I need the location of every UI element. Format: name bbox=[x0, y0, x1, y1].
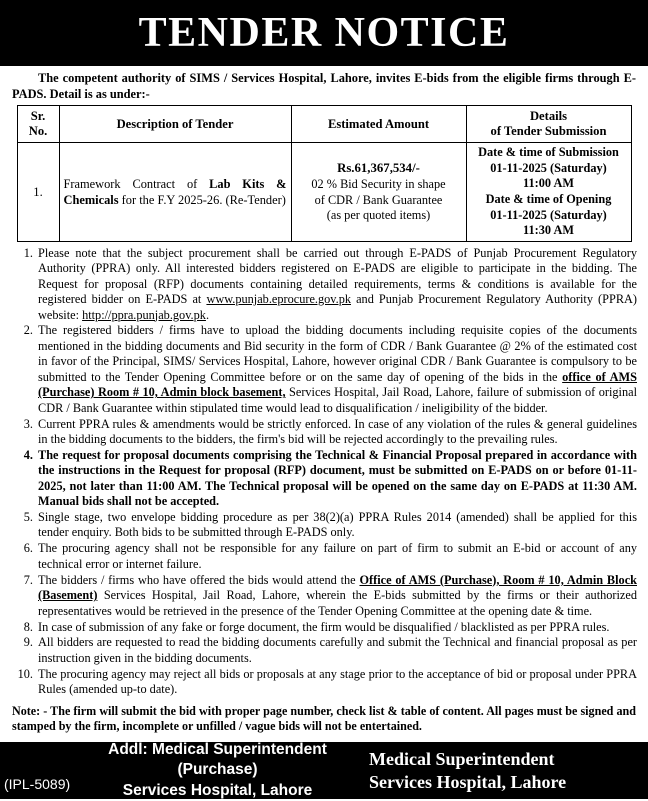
cell-estimated-amount bbox=[291, 143, 466, 242]
document-body bbox=[0, 71, 648, 734]
table-row bbox=[17, 143, 631, 242]
clause-list bbox=[11, 246, 637, 698]
clause-number: 2. bbox=[23, 323, 33, 338]
clause-item bbox=[11, 620, 637, 635]
amount-main: Rs.61,367,534/- bbox=[337, 161, 420, 176]
amount-line2: 02 % Bid Security in shape bbox=[311, 176, 446, 191]
description-post: for the F.Y 2025-26. (Re-Tender) bbox=[118, 193, 286, 208]
clause-item bbox=[11, 635, 637, 666]
clause-text-part1: Please note that the subject procurement shall be carried out through E-PADS of Punjab Procurement Regulatory Authority (PPRA) only. All interested bidders registered on E-PADS are eligible to participate in the bidding. The Request for proposal (RFP) documents containing detailed requirements, terms & conditions is available for the registered bidder on E-PADS at bbox=[38, 245, 637, 307]
clause-text-part2: and Punjab Procurement Regulatory Authority (PPRA) website: bbox=[38, 292, 638, 322]
detail-line6: 11:30 AM bbox=[523, 223, 574, 238]
clause-item bbox=[11, 667, 637, 698]
clause-number: 9. bbox=[23, 635, 33, 650]
clause-emphasis-office: office of AMS (Purchase) Room # 10, Admin block basement, bbox=[38, 369, 637, 400]
amount-line3: of CDR / Bank Guarantee bbox=[314, 192, 443, 207]
table-header-row bbox=[17, 106, 631, 143]
signature-block-right bbox=[345, 748, 648, 793]
cell-description bbox=[59, 143, 291, 242]
sr-no-line1: Sr. bbox=[30, 109, 46, 123]
clause-number: 5. bbox=[23, 510, 33, 525]
sr-no-line2: No. bbox=[28, 124, 48, 139]
note-label: Note: - bbox=[12, 703, 48, 718]
signature-right-line2: Services Hospital, Lahore bbox=[369, 771, 567, 792]
signature-right-line1: Medical Superintendent bbox=[369, 749, 555, 769]
detail-line2: 01-11-2025 (Saturday) bbox=[490, 160, 607, 175]
cell-sr-no: 1. bbox=[17, 143, 59, 242]
signature-left-line2: Services Hospital, Lahore bbox=[122, 781, 313, 799]
column-header-sr-no bbox=[17, 106, 59, 143]
clause-text-part1: The request for proposal documents comprising the Technical & Financial Proposal prepared in accordance with the instructions in the Request for proposal (RFP) document, must be submitted on E-PADS on or before 01-11-2025, not later than 11:00 AM. The Technical proposal will be opened on the same day on E-PADS at 11:30 AM. Manual bids shall not be accepted. bbox=[38, 447, 637, 509]
clause-number: 7. bbox=[23, 572, 33, 587]
clause-text-part1: The registered bidders / firms have to upload the bidding documents including requisite copies of the documents mentioned in the bidding documents and Bid security in the form of CDR / Bank Guarantee @ 2% of the estimated cost in favor of the Principal, SIMS/ Services Hospital, Lahore, however original CDR / Bank Guarantee is compulsory to be submitted to the Tender Opening Committee before or on the same day of opening of the bids in the bbox=[38, 323, 637, 384]
clause-text-part1: The bidders / firms who have offered the bids would attend the bbox=[38, 572, 360, 587]
intro-text: The competent authority of SIMS / Services Hospital, Lahore, invites E-bids from the eligible firms through E-PADS. Detail is as under:- bbox=[12, 71, 636, 101]
signature-block-left bbox=[90, 740, 345, 801]
tender-table bbox=[17, 105, 632, 242]
details-line1: Details bbox=[529, 109, 568, 123]
detail-line3: 11:00 AM bbox=[523, 176, 574, 191]
clause-text-part1: Single stage, two envelope bidding procedure as per 38(2)(a) PPRA Rules 2014 (amended) shall be applied for this tender enquiry. Both bids to be submitted through E-PADS only. bbox=[38, 510, 637, 540]
signature-left-line1: Addl: Medical Superintendent (Purchase) bbox=[108, 740, 327, 779]
detail-line4: Date & time of Opening bbox=[485, 192, 612, 207]
page-title: TENDER NOTICE bbox=[138, 10, 510, 56]
clause-item bbox=[11, 448, 637, 510]
reference-code: (IPL-5089) bbox=[4, 776, 71, 792]
column-header-details bbox=[466, 106, 631, 143]
clause-link-eprocure[interactable]: www.punjab.eprocure.gov.pk bbox=[206, 292, 351, 307]
clause-item bbox=[11, 510, 637, 541]
footer-banner bbox=[0, 742, 648, 799]
note-paragraph bbox=[11, 704, 637, 735]
cell-submission-details bbox=[466, 143, 631, 242]
detail-line5: 01-11-2025 (Saturday) bbox=[490, 207, 607, 222]
clause-text-part1: Current PPRA rules & amendments would be strictly enforced. In case of any violation of the rules & general guidelines in the bidding documents to the bidders, the firm's bid will be rejected accordingly to the prevailing rules. bbox=[38, 416, 637, 446]
clause-text-part1: In case of submission of any fake or forge document, the firm would be disqualified / blacklisted as per PPRA rules. bbox=[38, 619, 610, 634]
clause-number: 10. bbox=[17, 666, 33, 681]
column-header-description: Description of Tender bbox=[59, 106, 291, 143]
clause-link-ppra[interactable]: http://ppra.punjab.gov.pk bbox=[82, 307, 206, 322]
clause-item bbox=[11, 417, 637, 448]
amount-line4: (as per quoted items) bbox=[326, 208, 431, 223]
clause-number: 4. bbox=[23, 447, 33, 462]
clause-item bbox=[11, 323, 637, 416]
clause-item bbox=[11, 573, 637, 619]
clause-text-part1: The procuring agency shall not be responsible for any failure on part of firm to submit an E-bid or account of any technical error or internet failure. bbox=[38, 541, 637, 571]
clause-text-part3: . bbox=[205, 307, 210, 322]
clause-emphasis-office: Office of AMS (Purchase), Room # 10, Admin Block (Basement) bbox=[38, 572, 637, 603]
clause-item bbox=[11, 541, 637, 572]
clause-text-part1: All bidders are requested to read the bidding documents carefully and submit the Technical and financial proposal as per instruction given in the bidding documents. bbox=[38, 635, 637, 665]
clause-number: 8. bbox=[23, 619, 33, 634]
clause-text-part2: Services Hospital, Jail Road, Lahore, wherein the E-bids submitted by the firms or their authorized representatives would be retrieved in the presence of the Tender Opening Committee at the opening date & time. bbox=[38, 588, 637, 618]
clause-number: 6. bbox=[23, 541, 33, 556]
description-bold: Lab Kits & Chemicals bbox=[63, 176, 287, 208]
clause-text-part2: Services Hospital, Jail Road, Lahore, failure of submission of original CDR / Bank Guarantee within stipulated time would lead to disqualification / ineligibility of the bidder. bbox=[38, 385, 637, 415]
intro-paragraph bbox=[11, 71, 637, 102]
clause-number: 1. bbox=[23, 245, 33, 260]
clause-text-part1: The procuring agency may reject all bids or proposals at any stage prior to the acceptance of bid or proposal under PPRA Rules (amended up-to date). bbox=[38, 666, 637, 697]
detail-line1: Date & time of Submission bbox=[478, 145, 619, 160]
header-banner bbox=[0, 0, 648, 66]
column-header-estimated-amount: Estimated Amount bbox=[291, 106, 466, 143]
details-line2: of Tender Submission bbox=[490, 124, 607, 139]
description-pre: Framework Contract of bbox=[63, 176, 210, 191]
clause-number: 3. bbox=[23, 416, 33, 431]
clause-item bbox=[11, 246, 637, 323]
note-text: The firm will submit the bid with proper page number, check list & table of content. All pages must be signed and stamped by the firm, incomplete or unfilled / vague bids will not be entertained. bbox=[12, 703, 636, 733]
